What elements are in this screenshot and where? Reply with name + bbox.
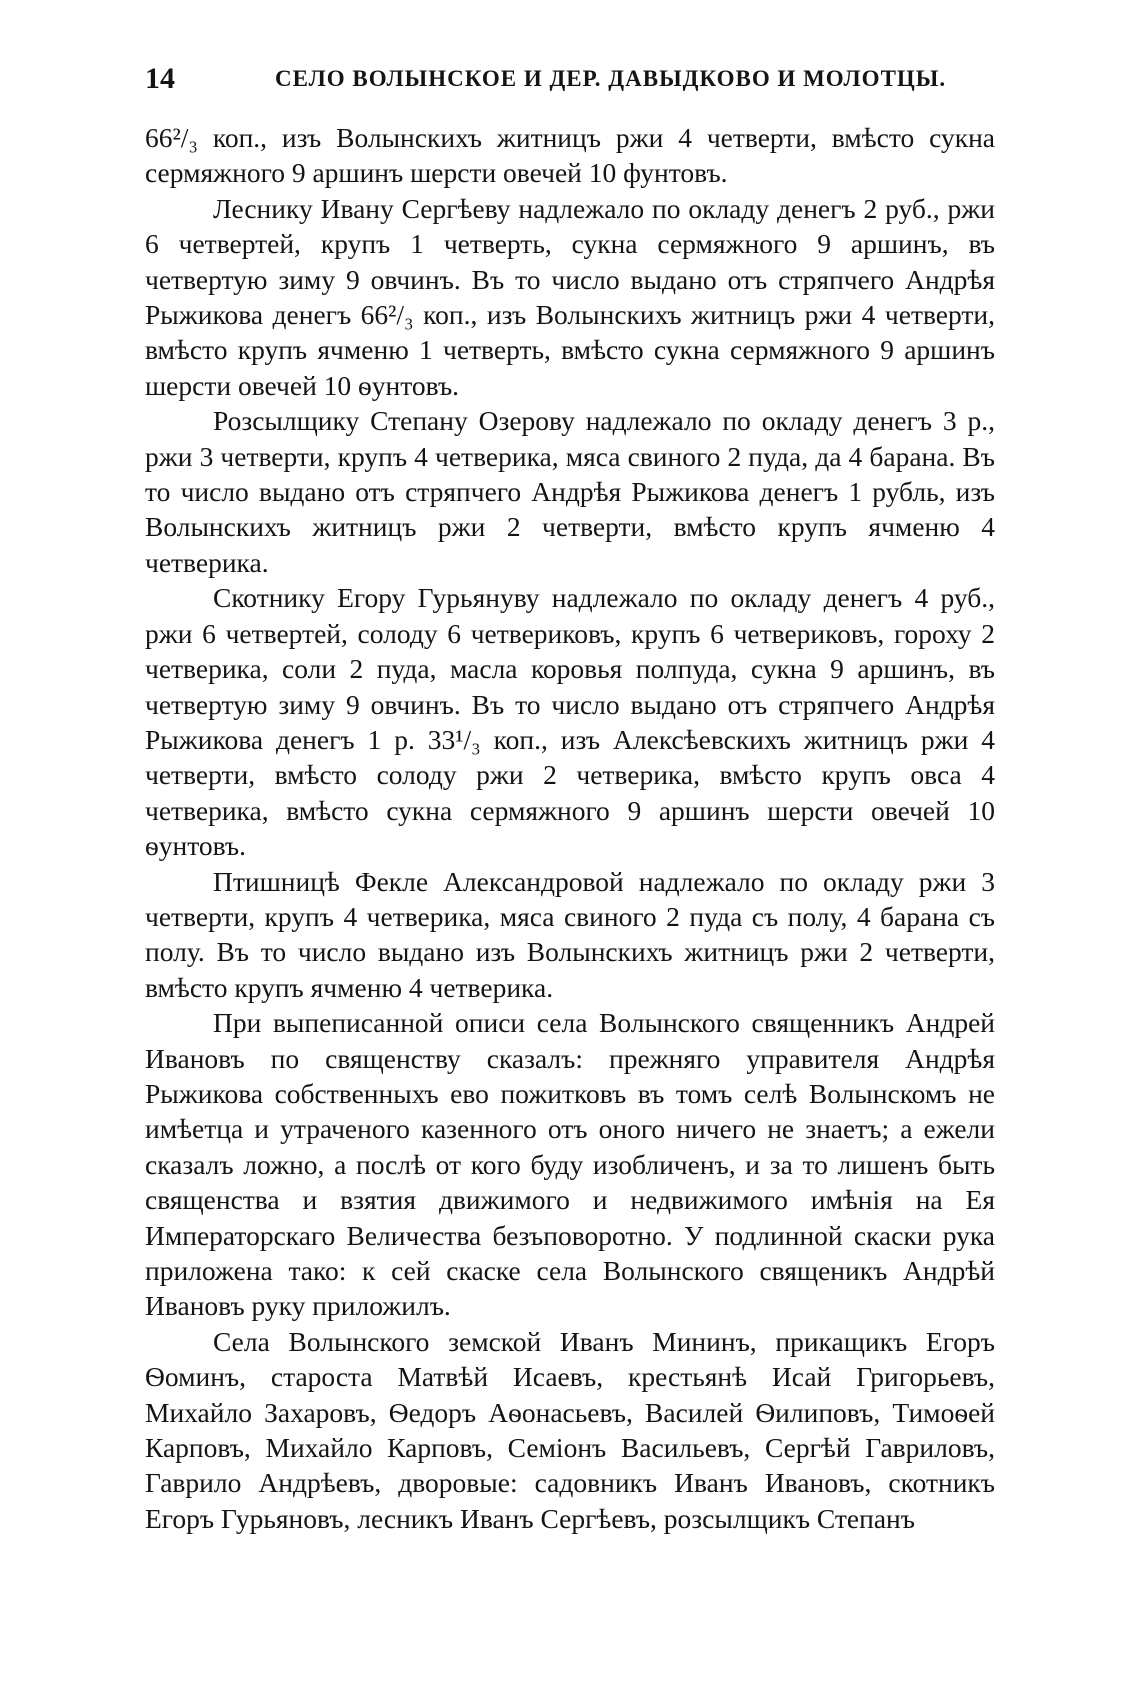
paragraph-herdsman: Скотнику Егору Гурьянуву надлежало по окладу денегъ 4 руб., ржи 6 четвертей, солоду 6 четвериковъ, крупъ 6 четвериковъ, гороху 2 четверика, соли 2 пуда, масла коровья полпуда, сукна 9 аршинъ, въ четвертую зиму 9 овчинъ. Въ то число выдано отъ стряпчего Андрѣя Рыжикова денегъ 1 р. 33¹/₃ коп., изъ Алексѣевскихъ житницъ ржи 4 четверти, вмѣсто солоду ржи 2 четверика, вмѣсто крупъ овса 4 четверика, вмѣсто сукна сермяжного 9 аршинъ шерсти овечей 10 ѳунтовъ.: [145, 582, 995, 862]
paragraph-forester: Леснику Ивану Сергѣеву надлежало по окладу денегъ 2 руб., ржи 6 четвертей, крупъ 1 четверть, сукна сермяжного 9 аршинъ, въ четвертую зиму 9 овчинъ. Въ то число выдано отъ стряпчего Андрѣя Рыжикова денегъ 66²/₃ коп., изъ Волынскихъ житницъ ржи 4 четверти, вмѣсто крупъ ячменю 1 четверть, вмѣсто сукна сермяжного 9 аршинъ шерсти овечей 10 ѳунтовъ.: [145, 192, 995, 401]
page-number: 14: [145, 62, 175, 95]
paragraph-continuation: 66²/₃ коп., изъ Волынскихъ житницъ ржи 4 четверти, вмѣсто сукна сермяжного 9 аршинъ шерсти овечей 10 фунтовъ.: [145, 122, 995, 189]
paragraph-priest-statement: При выпеписанной описи села Волынского священникъ Андрей Ивановъ по священству сказалъ: прежняго управителя Андрѣя Рыжикова собственныхъ ево пожитковъ въ томъ селѣ Волынскомъ не имѣетца и утраченого казенного отъ оного ничего не знаетъ; а ежели сказалъ ложно, а послѣ от кого буду изобличенъ, и за то лишенъ быть священства и взятия движимого и недвижимого имѣнія на Ея Императорскаго Величества безъповоротно. У подлинной скаски рука приложена тако: к сей скаске села Волынского священикъ Андрѣй Ивановъ руку приложилъ.: [145, 1007, 995, 1322]
paragraph-messenger: Розсылщику Степану Озерову надлежало по окладу денегъ 3 р., ржи 3 четверти, крупъ 4 четверика, мяса свиного 2 пуда, да 4 барана. Въ то число выдано отъ стряпчего Андрѣя Рыжикова денегъ 1 рубль, изъ Волынскихъ житницъ ржи 2 четверти, вмѣсто крупъ ячменю 4 четверика.: [145, 405, 995, 578]
body-text: [145, 120, 995, 1536]
paragraph-village-officials: Села Волынского земской Иванъ Мининъ, прикащикъ Егоръ Ѳоминъ, староста Матвѣй Исаевъ, крестьянѣ Исай Григорьевъ, Михайло Захаровъ, Ѳедоръ Аѳонасьевъ, Василей Ѳилиповъ, Тимоѳей Карповъ, Михайло Карповъ, Семіонъ Васильевъ, Сергѣй Гавриловъ, Гаврило Андрѣевъ, дворовые: садовникъ Иванъ Ивановъ, скотникъ Егоръ Гурьяновъ, лесникъ Иванъ Сергѣевъ, розсылщикъ Степанъ: [145, 1325, 995, 1534]
page-header: [145, 62, 995, 102]
paragraph-poultry-keeper: Птишницѣ Фекле Александровой надлежало по окладу ржи 3 четверти, крупъ 4 четверика, мяса свиного 2 пуда съ полу, 4 барана съ полу. Въ то число выдано изъ Волынскихъ житницъ ржи 2 четверти, вмѣсто крупъ ячменю 4 четверика.: [145, 865, 995, 1003]
running-head: СЕЛО ВОЛЫНСКОЕ И ДЕР. ДАВЫДКОВО И МОЛОТЦЫ.: [275, 66, 947, 91]
